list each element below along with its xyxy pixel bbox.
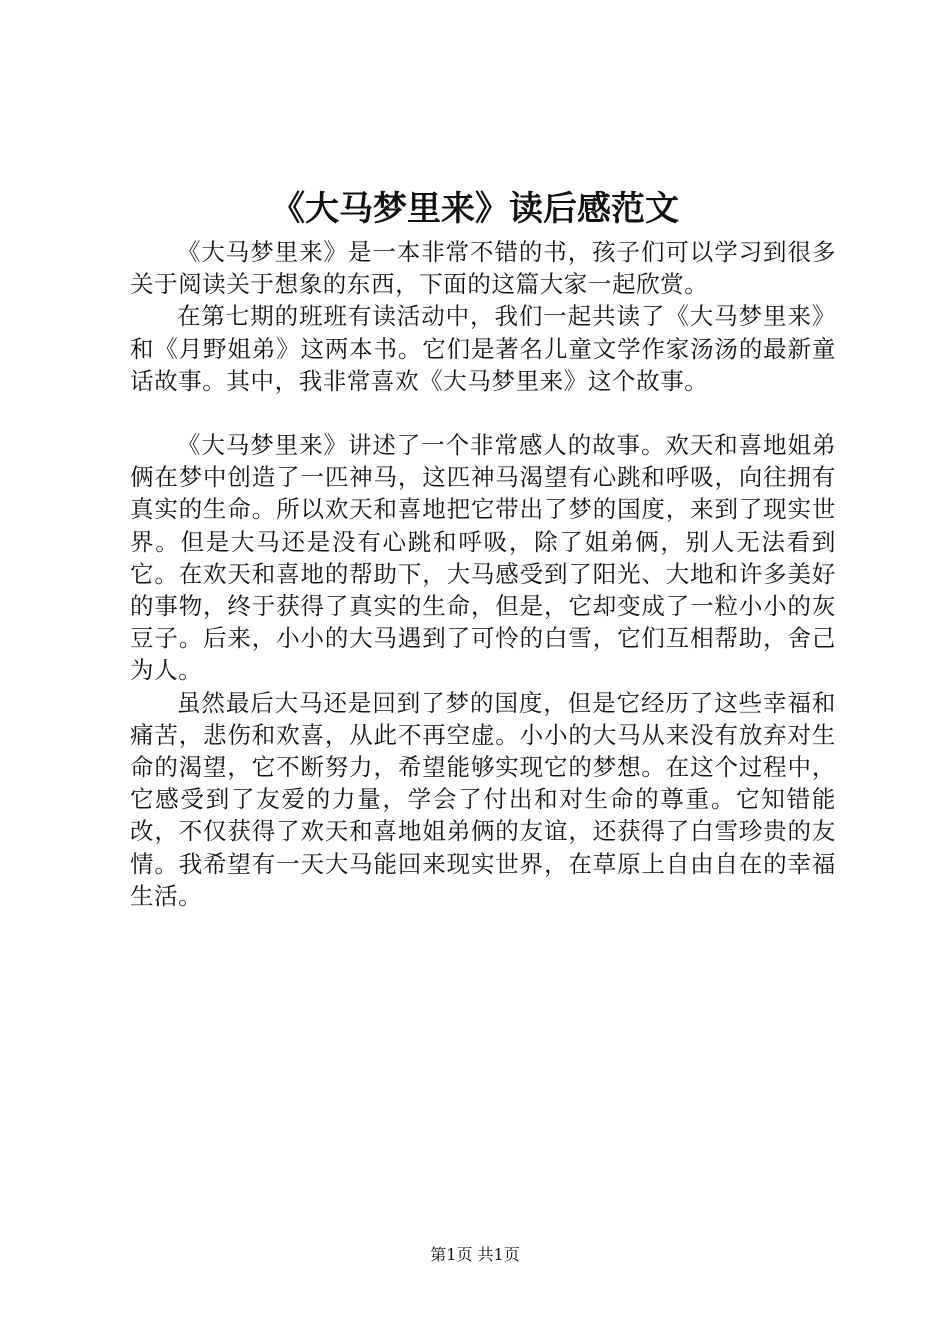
paragraph-story: 《大马梦里来》讲述了一个非常感人的故事。欢天和喜地姐弟俩在梦中创造了一匹神马，这匹神马渴望有心跳和呼吸，向往拥有真实的生命。所以欢天和喜地把它带出了梦的国度，来到了现实世界。但是大马还是没有心跳和呼吸，除了姐弟俩，别人无法看到它。在欢天和喜地的帮助下，大马感受到了阳光、大地和许多美好的事物，终于获得了真实的生命，但是，它却变成了一粒小小的灰豆子。后来，小小的大马遇到了可怜的白雪，它们互相帮助，舍己为人。 — [130, 431, 836, 685]
document-body — [130, 236, 836, 912]
paragraph-activity: 在第七期的班班有读活动中，我们一起共读了《大马梦里来》和《月野姐弟》这两本书。它们是著名儿童文学作家汤汤的最新童话故事。其中，我非常喜欢《大马梦里来》这个故事。 — [130, 302, 836, 395]
paragraph-reflection: 虽然最后大马还是回到了梦的国度，但是它经历了这些幸福和痛苦，悲伤和欢喜，从此不再空虚。小小的大马从来没有放弃对生命的渴望，它不断努力，希望能够实现它的梦想。在这个过程中，它感受到了友爱的力量，学会了付出和对生命的尊重。它知错能改，不仅获得了欢天和喜地姐弟俩的友谊，还获得了白雪珍贵的友情。我希望有一天大马能回来现实世界，在草原上自由自在的幸福生活。 — [130, 688, 836, 910]
page-footer: 第1页 共1页 — [430, 1245, 520, 1264]
paragraph-intro: 《大马梦里来》是一本非常不错的书，孩子们可以学习到很多关于阅读关于想象的东西，下面的这篇大家一起欣赏。 — [130, 238, 836, 299]
paragraph-gap — [130, 397, 836, 429]
page-title: 《大马梦里来》读后感范文 — [271, 189, 679, 229]
